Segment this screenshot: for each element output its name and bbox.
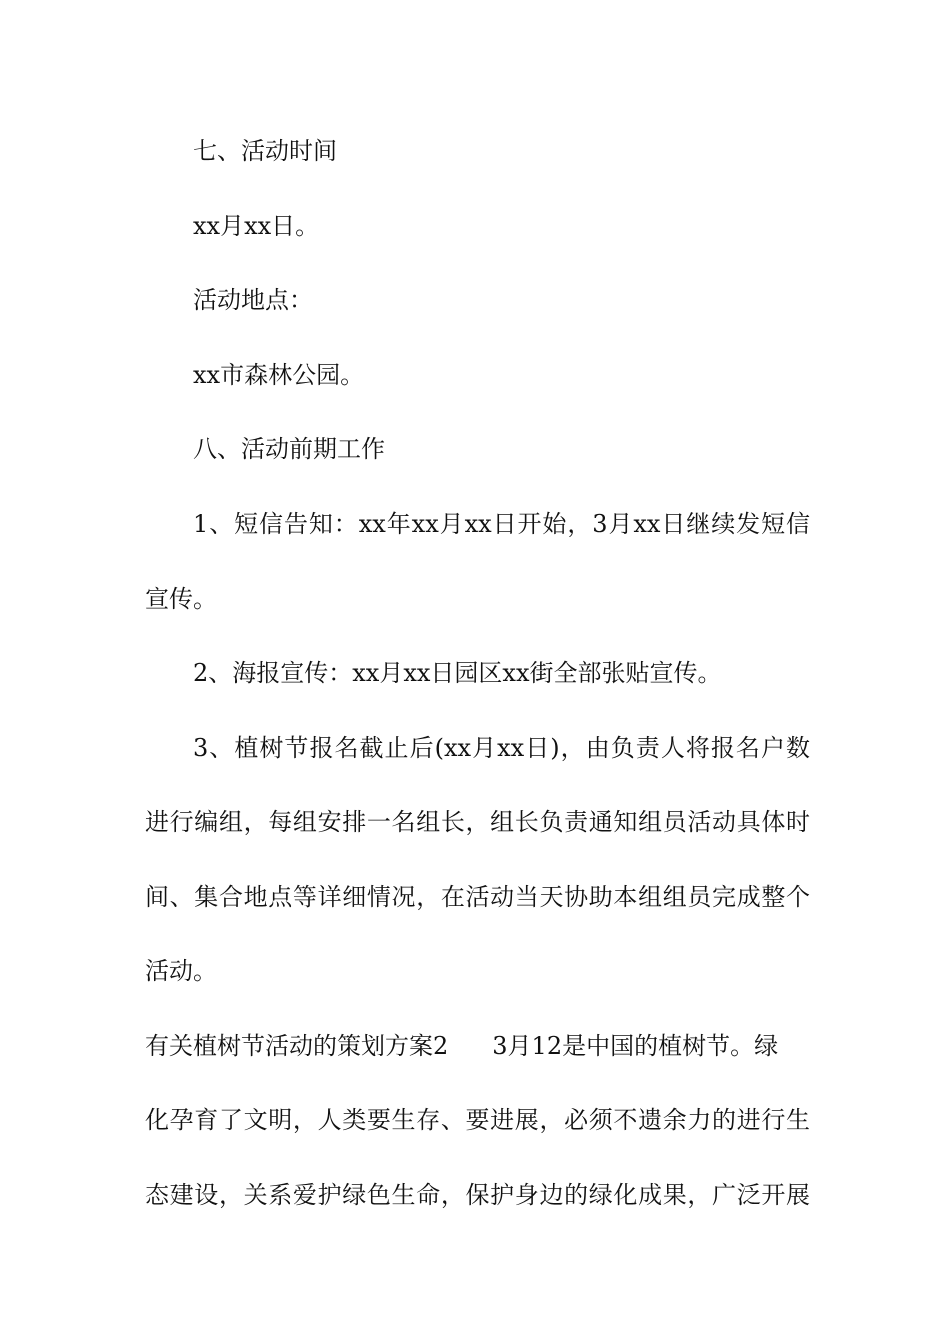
paragraph-date: xx月xx日。 [193, 212, 320, 240]
paragraph-sms-notice: 1、短信告知：xx年xx月xx日开始，3月xx日继续发短信 [193, 510, 810, 538]
paragraph-grouping: 3、植树节报名截止后(xx月xx日)，由负责人将报名户数 [193, 734, 810, 762]
paragraph-location-label: 活动地点： [193, 286, 313, 314]
paragraph-intro: 3月12是中国的植树节。绿 [492, 1032, 779, 1060]
section-heading-preparation: 八、活动前期工作 [193, 435, 385, 463]
paragraph-poster: 2、海报宣传：xx月xx日园区xx街全部张贴宣传。 [193, 659, 722, 687]
section-heading-activity-time: 七、活动时间 [193, 137, 337, 165]
paragraph-intro-continued: 化孕育了文明，人类要生存、要进展，必须不遗余力的进行生 [145, 1106, 810, 1134]
paragraph-grouping-continued: 活动。 [145, 957, 217, 985]
paragraph-grouping-continued: 间、集合地点等详细情况，在活动当天协助本组组员完成整个 [145, 883, 810, 911]
paragraph-intro-continued: 态建设，关系爱护绿色生命，保护身边的绿化成果，广泛开展 [145, 1181, 810, 1209]
paragraph-location: xx市森林公园。 [193, 361, 365, 389]
paragraph-grouping-continued: 进行编组，每组安排一名组长，组长负责通知组员活动具体时 [145, 808, 810, 836]
document-subtitle: 有关植树节活动的策划方案2 [145, 1032, 449, 1060]
paragraph-sms-notice-continued: 宣传。 [145, 585, 217, 613]
document-subtitle-line [145, 1031, 810, 1061]
